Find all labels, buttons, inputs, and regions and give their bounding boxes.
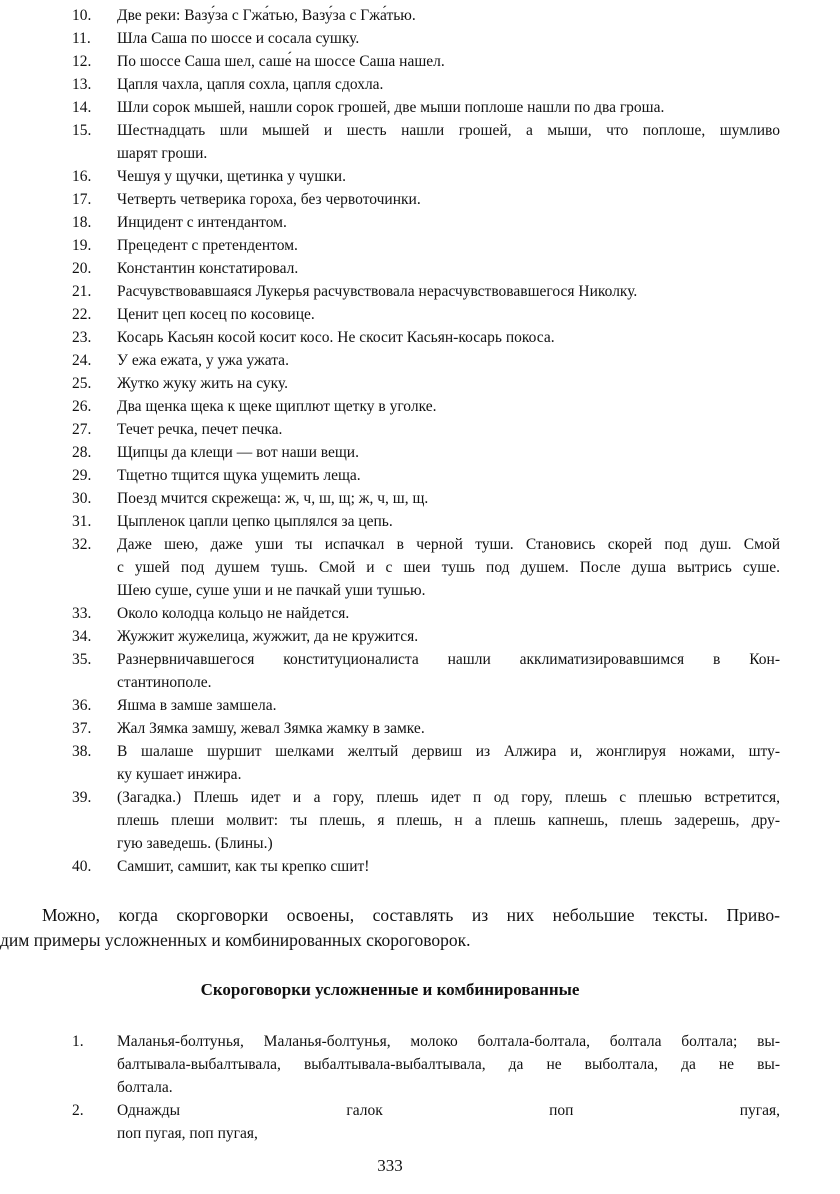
item-text-line: Расчувствовавшаяся Лукерья расчувствовала нерасчувствовавшегося Николку. (117, 283, 638, 300)
item-text (117, 280, 780, 303)
item-text-line: плешь плеши молвит: ты плешь, я плешь, н а плешь капнешь, плешь задерешь, дру- (117, 812, 780, 829)
item-text-line: ку кушает инжира. (117, 766, 242, 783)
item-text (117, 786, 780, 855)
section-heading: Скороговорки усложненные и комбинированные (200, 980, 580, 999)
item-text-line: Константин констатировал. (117, 260, 299, 277)
item-text-line: Прецедент с претендентом. (117, 237, 298, 254)
item-text-line: Шею суше, суше уши и не пачкай уши тушью. (117, 582, 426, 599)
item-text (117, 1099, 780, 1145)
item-text-line: Поезд мчится скрежеща: ж, ч, ш, щ; ж, ч, ш, щ. (117, 490, 429, 507)
item-text (117, 464, 780, 487)
item-text-line: Тщетно тщится щука ущемить леща. (117, 467, 361, 484)
item-text-line: гую заведешь. (Блины.) (117, 835, 273, 852)
item-text-line: Щипцы да клещи — вот наши вещи. (117, 444, 359, 461)
item-number: 39. (72, 789, 92, 806)
item-text-line: По шоссе Саша шел, саше́ на шоссе Саша нашел. (117, 53, 445, 70)
item-text (117, 96, 780, 119)
item-text-line: Шестнадцать шли мышей и шесть нашли грошей, а мыши, что поплоше, шумливо (117, 122, 780, 139)
item-number: 18. (72, 214, 92, 231)
item-number: 33. (72, 605, 92, 622)
item-number: 32. (72, 536, 92, 553)
item-text (117, 533, 780, 602)
item-text (117, 487, 780, 510)
item-text-line: Жужжит жужелица, жужжит, да не кружится. (117, 628, 419, 645)
item-number: 26. (72, 398, 92, 415)
item-number: 35. (72, 651, 92, 668)
item-text (117, 234, 780, 257)
item-number: 15. (72, 122, 92, 139)
item-text-line: Шла Саша по шоссе и сосала сушку. (117, 30, 360, 47)
item-number: 2. (72, 1102, 84, 1119)
item-text (117, 441, 780, 464)
item-text-line: Цапля чахла, цапля сохла, цапля сдохла. (117, 76, 384, 93)
item-text (117, 602, 780, 625)
item-text-line: Жал Зямка замшу, жевал Зямка жамку в замке. (117, 720, 425, 737)
item-text (117, 395, 780, 418)
item-number: 28. (72, 444, 92, 461)
item-number: 17. (72, 191, 92, 208)
item-number: 25. (72, 375, 92, 392)
item-text (117, 510, 780, 533)
item-number: 20. (72, 260, 92, 277)
item-number: 40. (72, 858, 92, 875)
item-text-line: болтала. (117, 1079, 173, 1096)
item-text-line: В шалаше шуршит шелками желтый дервиш из Алжира и, жонглируя ножами, шту- (117, 743, 780, 760)
item-number: 27. (72, 421, 92, 438)
item-text (117, 257, 780, 280)
item-number: 34. (72, 628, 92, 645)
item-text (117, 211, 780, 234)
item-number: 29. (72, 467, 92, 484)
item-text-line: Течет речка, печет печка. (117, 421, 283, 438)
item-number: 19. (72, 237, 92, 254)
item-text (117, 165, 780, 188)
item-text (117, 119, 780, 165)
item-text-line: балтывала-выбалтывала, выбалтывала-выбалтывала, да не выболтала, да не вы- (117, 1056, 780, 1073)
item-text (117, 73, 780, 96)
item-number: 12. (72, 53, 92, 70)
intro-paragraph (0, 903, 780, 953)
item-number: 36. (72, 697, 92, 714)
item-text-line: Самшит, самшит, как ты крепко сшит! (117, 858, 370, 875)
item-text-line: Инцидент с интендантом. (117, 214, 287, 231)
item-text (117, 27, 780, 50)
item-number: 31. (72, 513, 92, 530)
item-text (117, 1030, 780, 1099)
item-text (117, 50, 780, 73)
item-number: 38. (72, 743, 92, 760)
item-text-line: поп пугая, поп пугая, (117, 1125, 258, 1142)
item-text-line: Два щенка щека к щеке щиплют щетку в уголке. (117, 398, 437, 415)
item-text-line: Разнервничавшегося конституционалиста нашли акклиматизировавшимся в Кон- (117, 651, 780, 668)
item-text-line: Около колодца кольцо не найдется. (117, 605, 350, 622)
item-text (117, 326, 780, 349)
intro-paragraph-line-2: дим примеры усложненных и комбинированных скороговорок. (0, 930, 471, 950)
item-text (117, 740, 780, 786)
item-text-line: Яшма в замше замшела. (117, 697, 277, 714)
item-text-line: Жутко жуку жить на суку. (117, 375, 288, 392)
item-number: 1. (72, 1033, 84, 1050)
item-text (117, 303, 780, 326)
item-text (117, 188, 780, 211)
item-number: 22. (72, 306, 92, 323)
item-text-line: Однажды галок поп пугая, (117, 1102, 780, 1119)
item-text (117, 625, 780, 648)
item-text (117, 418, 780, 441)
item-text (117, 855, 780, 878)
item-text-line: с ушей под душем тушь. Смой и с шеи тушь под душем. После душа вытрись суше. (117, 559, 780, 576)
item-text (117, 648, 780, 694)
item-text-line: Маланья-болтунья, Маланья-болтунья, молоко болтала-болтала, болтала болтала; вы- (117, 1033, 780, 1050)
item-number: 13. (72, 76, 92, 93)
intro-paragraph-line-1: Можно, когда скорговорки освоены, составлять из них небольшие тексты. Приво- (42, 905, 780, 925)
item-text-line: Шли сорок мышей, нашли сорок грошей, две мыши поплоше нашли по два гроша. (117, 99, 665, 116)
item-text-line: Ценит цеп косец по косовице. (117, 306, 315, 323)
item-text-line: стантинополе. (117, 674, 212, 691)
item-number: 21. (72, 283, 92, 300)
item-text-line: У ежа ежата, у ужа ужата. (117, 352, 289, 369)
item-text (117, 717, 780, 740)
item-number: 14. (72, 99, 92, 116)
page-number: 333 (377, 1156, 403, 1175)
item-text-line: Цыпленок цапли цепко цыплялся за цепь. (117, 513, 393, 530)
item-number: 30. (72, 490, 92, 507)
item-text-line: Косарь Касьян косой косит косо. Не скосит Касьян-косарь покоса. (117, 329, 555, 346)
item-text-line: (Загадка.) Плешь идет и а гору, плешь идет п од гору, плешь с плешью встретится, (117, 789, 780, 806)
item-number: 37. (72, 720, 92, 737)
item-text (117, 4, 780, 27)
item-text-line: шарят гроши. (117, 145, 208, 162)
item-text-line: Чешуя у щучки, щетинка у чушки. (117, 168, 346, 185)
item-number: 24. (72, 352, 92, 369)
item-number: 16. (72, 168, 92, 185)
item-text (117, 372, 780, 395)
item-text-line: Четверть четверика гороха, без червоточинки. (117, 191, 421, 208)
item-text-line: Даже шею, даже уши ты испачкал в черной туши. Становись скорей под душ. Смой (117, 536, 780, 553)
item-text (117, 349, 780, 372)
item-text-line: Две реки: Вазу́за с Гжа́тью, Вазу́за с Гжа́тью. (117, 7, 416, 24)
item-text (117, 694, 780, 717)
item-number: 11. (72, 30, 91, 47)
item-number: 23. (72, 329, 92, 346)
item-number: 10. (72, 7, 92, 24)
